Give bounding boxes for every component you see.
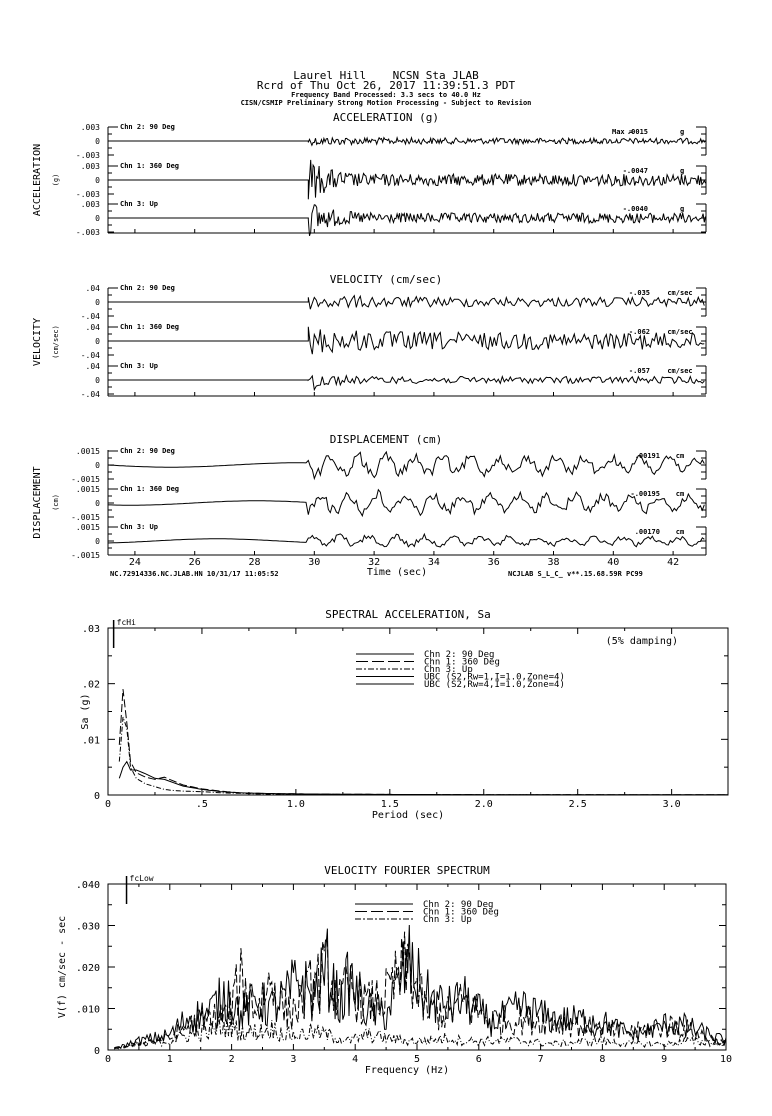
max-prefix: Max = — [612, 128, 634, 136]
x-axis-label: Time (sec) — [366, 567, 428, 578]
channel-label: Chn 2: 90 Deg — [120, 447, 175, 455]
series-line-3 — [119, 717, 728, 795]
channel-trace-row — [71, 523, 706, 560]
x-tick-label: 5 — [413, 1054, 421, 1065]
channel-trace-row — [71, 485, 706, 522]
plot-frame — [108, 628, 728, 795]
legend-entry: Chn 1: 360 Deg — [424, 657, 500, 668]
y-tick-label: -.04 — [80, 351, 100, 360]
x-tick-label: 3 — [290, 1054, 297, 1065]
legend-entry: UBC (S2,Rw=1,I=1.0,Zone=4) — [424, 672, 565, 683]
y-tick-label: -.04 — [80, 312, 100, 321]
y-tick-label: .010 — [75, 1004, 100, 1016]
max-unit: g — [680, 128, 685, 136]
x-tick-label: 24 — [128, 557, 141, 568]
channel-label: Chn 1: 360 Deg — [120, 485, 180, 493]
y-tick-label: -.003 — [75, 151, 100, 160]
legend-entry: Chn 3: Up — [423, 915, 472, 925]
y-tick-label: .04 — [85, 362, 100, 371]
max-unit: cm/sec — [667, 367, 693, 375]
x-tick-label: 42 — [667, 557, 680, 568]
legend-entry: UBC (S2,Rw=4,I=1.0,Zone=4) — [424, 680, 565, 690]
y-tick-label: .04 — [85, 323, 100, 332]
y-tick-label: 0 — [95, 499, 100, 508]
x-tick-label: 32 — [368, 557, 381, 568]
x-tick-label: 1.0 — [286, 799, 305, 810]
channel-trace — [108, 452, 704, 479]
series-line-1 — [119, 762, 728, 795]
y-tick-label: .0015 — [75, 447, 100, 456]
x-tick-label: 36 — [487, 557, 500, 568]
channel-trace-row — [76, 123, 706, 160]
max-value: -.035 — [628, 289, 650, 297]
channel-trace-row — [81, 362, 706, 399]
channel-label: Chn 3: Up — [120, 362, 158, 370]
x-tick-label: 38 — [547, 557, 560, 568]
y-tick-label: .030 — [75, 921, 100, 933]
legend-entry: Chn 2: 90 Deg — [423, 900, 494, 910]
max-unit: cm — [675, 528, 685, 536]
max-unit: cm/sec — [667, 289, 693, 297]
x-tick-label: 40 — [607, 557, 620, 568]
channel-trace — [108, 534, 704, 547]
y-tick-label: .0015 — [75, 523, 100, 532]
station-title: Laurel Hill NCSN Sta JLAB — [293, 69, 479, 82]
channel-label: Chn 1: 360 Deg — [120, 323, 180, 331]
y-tick-label: -.0015 — [71, 475, 100, 484]
max-unit: cm/sec — [667, 328, 693, 336]
x-tick-label: 2.5 — [568, 799, 587, 810]
y-tick-label: .040 — [75, 880, 100, 891]
x-tick-label: 26 — [188, 557, 201, 568]
legend-entry: Chn 1: 360 Deg — [423, 907, 499, 918]
y-tick-label: -.0015 — [71, 551, 100, 560]
y-axis-label: V(f) cm/sec - sec — [57, 915, 68, 1019]
panel-title: DISPLACEMENT (cm) — [329, 433, 443, 446]
y-tick-label: 0 — [95, 214, 100, 223]
velocity-fourier-spectrum-chart — [57, 864, 732, 1076]
y-tick-label: .003 — [80, 162, 100, 171]
y-tick-label: .003 — [80, 200, 100, 209]
series-line-2 — [119, 689, 728, 795]
y-tick-label: .01 — [81, 735, 100, 747]
max-value: .00191 — [634, 452, 660, 460]
x-tick-label: 10 — [719, 1054, 733, 1065]
y-tick-label: 0 — [95, 298, 100, 307]
channel-trace — [108, 205, 706, 236]
x-axis-label: Period (sec) — [371, 810, 445, 821]
y-tick-label: -.0015 — [71, 513, 100, 522]
max-value: .0015 — [626, 128, 648, 136]
channel-label: Chn 2: 90 Deg — [120, 284, 175, 292]
max-unit: cm — [675, 452, 685, 460]
x-tick-label: 3.0 — [662, 799, 681, 810]
channel-trace-row — [81, 323, 706, 360]
x-tick-label: 0 — [104, 1054, 112, 1065]
channel-trace-row — [76, 200, 706, 237]
x-tick-label: 7 — [537, 1054, 544, 1065]
x-tick-label: 8 — [599, 1054, 606, 1065]
y-tick-label: -.003 — [75, 228, 100, 237]
x-tick-label: 30 — [308, 557, 321, 568]
x-tick-label: 1.5 — [380, 799, 399, 810]
chart-title: VELOCITY FOURIER SPECTRUM — [324, 864, 490, 877]
legend-entry: Chn 3: Up — [424, 665, 473, 675]
panel-title: VELOCITY (cm/sec) — [329, 273, 443, 286]
channel-trace-row — [76, 160, 706, 199]
y-tick-label: .020 — [75, 963, 100, 974]
x-tick-label: 6 — [475, 1054, 482, 1065]
cutoff-marker-label: fcHi — [116, 618, 136, 627]
y-tick-label: .02 — [81, 679, 100, 691]
channel-trace — [108, 490, 704, 516]
x-tick-label: .5 — [195, 799, 208, 810]
panel-title: ACCELERATION (g) — [333, 111, 439, 124]
channel-trace — [108, 327, 704, 354]
plot-frame — [108, 884, 726, 1050]
channel-label: Chn 2: 90 Deg — [120, 123, 175, 131]
time-history-panel-2 — [32, 273, 706, 399]
y-axis-label: Sa (g) — [80, 693, 91, 730]
x-tick-label: 34 — [427, 557, 440, 568]
cutoff-marker-label: fcLow — [129, 874, 154, 883]
y-axis-label: ACCELERATION — [32, 143, 43, 217]
x-axis-label: Frequency (Hz) — [364, 1065, 450, 1076]
x-tick-label: 4 — [352, 1054, 359, 1065]
channel-label: Chn 3: Up — [120, 523, 158, 531]
damping-annotation: (5% damping) — [605, 636, 678, 647]
y-axis-unit: (g) — [52, 173, 60, 187]
y-tick-label: .04 — [85, 284, 100, 293]
channel-trace-row — [71, 447, 706, 484]
x-tick-label: 28 — [248, 557, 261, 568]
channel-trace — [108, 376, 704, 390]
y-tick-label: 0 — [95, 337, 100, 346]
max-unit: cm — [675, 490, 685, 498]
y-tick-label: 0 — [95, 376, 100, 385]
channel-trace — [108, 138, 706, 146]
channel-trace-row — [81, 284, 706, 321]
y-axis-label: DISPLACEMENT — [32, 466, 43, 539]
time-history-panel-3 — [32, 433, 706, 560]
max-value: -.0040 — [622, 205, 648, 213]
y-axis-unit: (cm/sec) — [52, 325, 60, 359]
y-tick-label: -.04 — [80, 390, 100, 399]
max-value: -.00195 — [630, 490, 660, 498]
time-axis — [110, 557, 679, 578]
max-value: -.057 — [628, 367, 650, 375]
y-tick-label: .0015 — [75, 485, 100, 494]
max-value: -.062 — [628, 328, 650, 336]
x-tick-label: 0 — [104, 799, 112, 810]
y-tick-label: 0 — [93, 791, 100, 802]
max-value: -.0047 — [622, 167, 648, 175]
y-axis-label: VELOCITY — [32, 317, 43, 367]
y-tick-label: 0 — [95, 137, 100, 146]
max-unit: g — [680, 167, 685, 175]
y-tick-label: 0 — [95, 176, 100, 185]
channel-label: Chn 3: Up — [120, 200, 158, 208]
y-tick-label: .03 — [81, 624, 100, 635]
x-tick-label: 1 — [166, 1054, 173, 1065]
record-id-footer: NC.72914336.NC.JLAB.HN 10/31/17 11:05:52 — [110, 570, 279, 578]
record-title: Rcrd of Thu Oct 26, 2017 11:39:51.3 PDT — [256, 79, 516, 92]
legend-entry: Chn 2: 90 Deg — [424, 650, 495, 660]
y-tick-label: .003 — [80, 123, 100, 132]
y-tick-label: 0 — [93, 1046, 100, 1057]
max-unit: g — [680, 205, 685, 213]
y-tick-label: -.003 — [75, 190, 100, 199]
frequency-band-note: Frequency Band Processed: 3.3 secs to 40.0 Hz — [291, 91, 481, 99]
y-tick-label: 0 — [95, 461, 100, 470]
y-axis-unit: (cm) — [52, 494, 60, 511]
x-tick-label: 2 — [228, 1054, 235, 1065]
x-tick-label: 9 — [661, 1054, 668, 1065]
channel-label: Chn 1: 360 Deg — [120, 162, 180, 170]
max-value: .00170 — [634, 528, 660, 536]
spectral-acceleration-chart — [80, 608, 728, 821]
processing-notice: CISN/CSMIP Preliminary Strong Motion Processing - Subject to Revision — [240, 99, 532, 107]
channel-trace — [108, 160, 706, 199]
chart-title: SPECTRAL ACCELERATION, Sa — [325, 608, 491, 621]
channel-trace — [108, 296, 704, 310]
x-tick-label: 2.0 — [474, 799, 493, 810]
y-tick-label: 0 — [95, 537, 100, 546]
time-history-panel-1 — [32, 111, 706, 237]
station-code-footer: NCJLAB S_L_C_ v**.15.68.59R PC99 — [508, 570, 643, 578]
